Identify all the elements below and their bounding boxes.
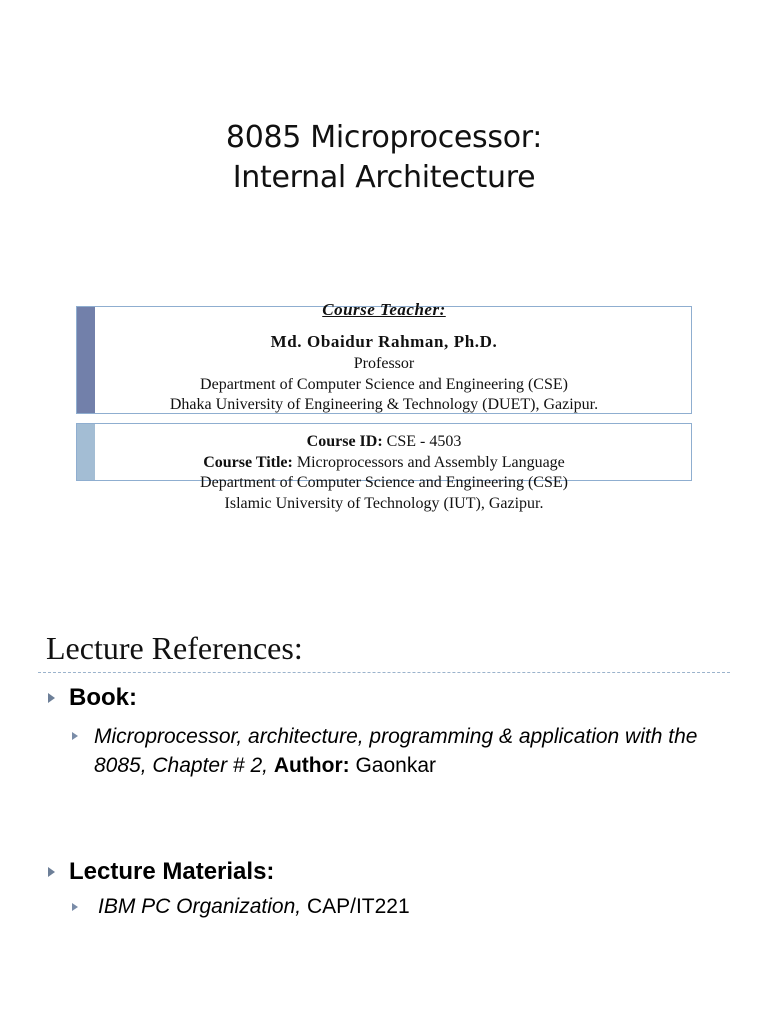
book-author: Gaonkar (355, 754, 437, 777)
triangle-right-icon (72, 732, 78, 740)
book-item (72, 722, 697, 780)
materials-item (72, 892, 410, 921)
teacher-department: Department of Computer Science and Engineering (CSE) (200, 375, 568, 393)
materials-item-code: CAP/IT221 (306, 895, 410, 918)
course-university: Islamic University of Technology (IUT), Gazipur. (224, 494, 544, 512)
book-item-text (94, 722, 697, 780)
course-title-label: Course Title: (203, 453, 293, 471)
course-department: Department of Computer Science and Engineering (CSE) (200, 474, 568, 491)
title-line-1: 8085 Microprocessor: (225, 120, 543, 155)
course-info (0, 432, 768, 514)
triangle-right-icon (48, 867, 55, 877)
course-title-value: Microprocessors and Assembly Language (296, 453, 565, 471)
book-title-line-2 (94, 751, 697, 780)
materials-label: Lecture Materials: (69, 858, 275, 885)
teacher-info (0, 298, 768, 416)
triangle-right-icon (72, 903, 78, 911)
book-author-label: Author: (273, 754, 350, 777)
materials-item-title: IBM PC Organization, (98, 895, 302, 918)
triangle-right-icon (48, 693, 55, 703)
course-id-label: Course ID: (306, 433, 383, 450)
slide-title (0, 118, 768, 198)
course-id-value: CSE - 4503 (386, 433, 462, 450)
teacher-position: Professor (353, 355, 415, 372)
book-title-chapter: 8085, Chapter # 2, (94, 754, 268, 777)
materials-item-text (98, 892, 410, 921)
book-title-line-1: Microprocessor, architecture, programming & application with the (94, 725, 698, 748)
title-line-2: Internal Architecture (232, 160, 536, 195)
teacher-name: Md. Obaidur Rahman, Ph.D. (270, 332, 498, 351)
book-label: Book: (69, 684, 137, 711)
course-title-line (0, 453, 768, 474)
teacher-university: Dhaka University of Engineering & Technology (DUET), Gazipur. (169, 396, 599, 413)
book-bullet (48, 684, 137, 712)
course-teacher-heading: Course Teacher: (322, 300, 446, 319)
course-id-line (0, 432, 768, 453)
heading-divider (38, 672, 730, 673)
materials-bullet (48, 858, 274, 886)
lecture-references-heading: Lecture References: (46, 630, 303, 666)
